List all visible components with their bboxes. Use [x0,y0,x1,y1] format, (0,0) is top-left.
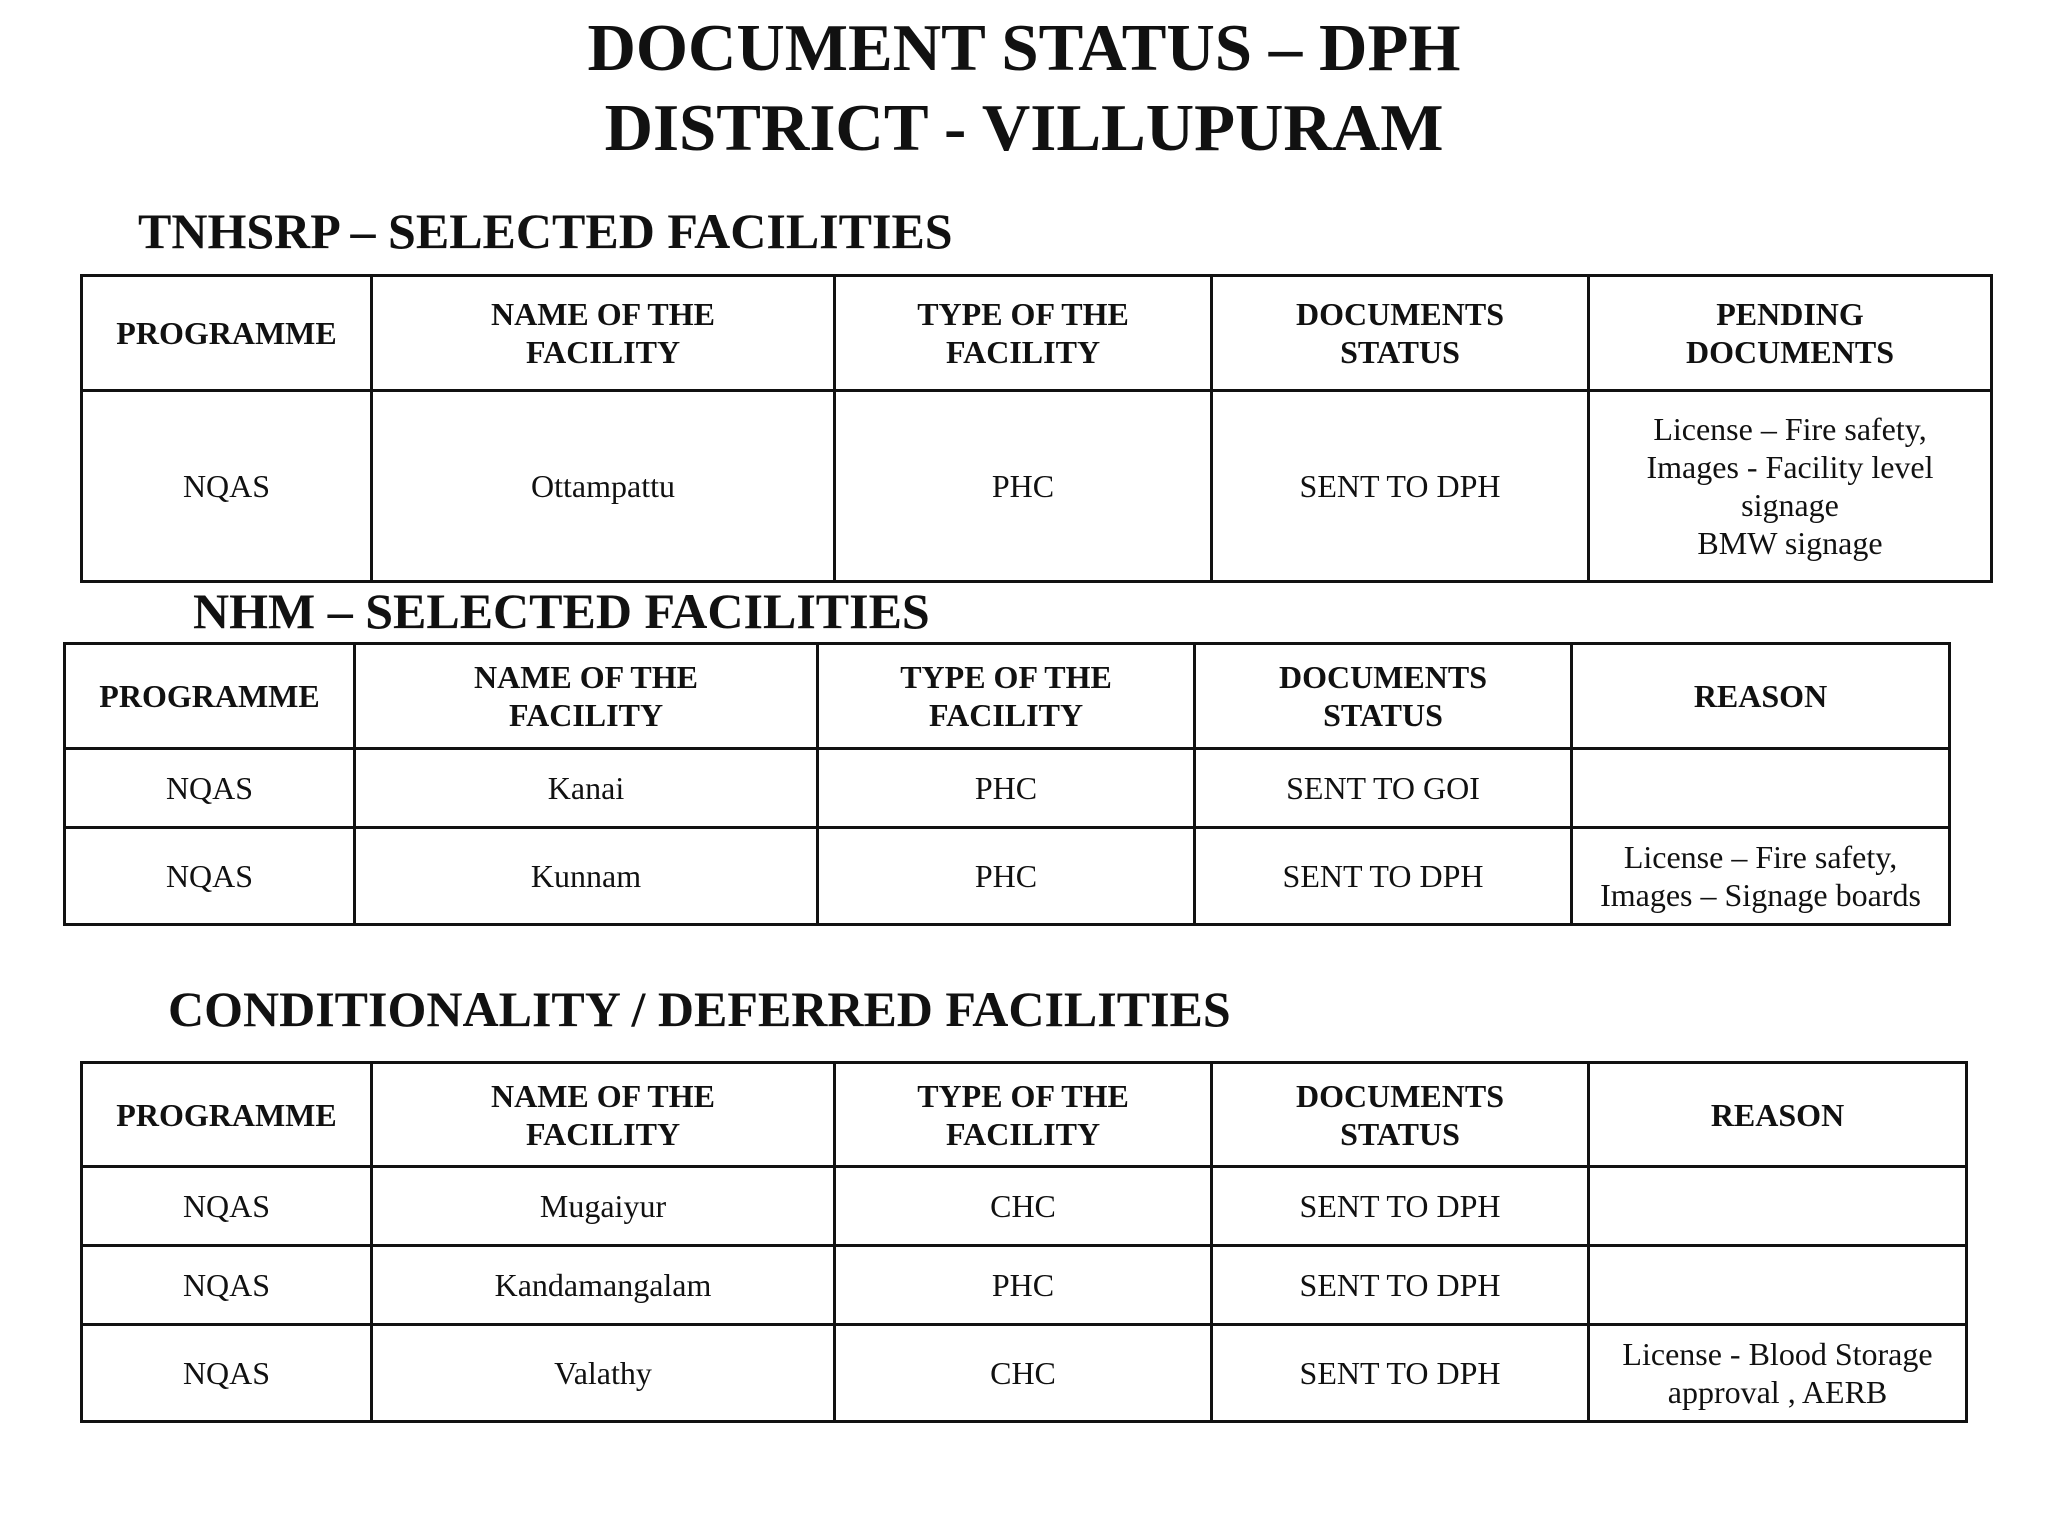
cell-programme: NQAS [82,1246,372,1325]
cell-facility-name: Kandamangalam [372,1246,835,1325]
table-row [82,1167,1967,1246]
cell-programme: NQAS [82,1325,372,1422]
header-cell: TYPE OF THE FACILITY [818,644,1195,749]
header-cell: PROGRAMME [65,644,355,749]
cell-reason: License - Blood Storage approval , AERB [1589,1325,1967,1422]
cell-facility-type: PHC [835,1246,1212,1325]
cell-reason [1572,749,1950,828]
conditionality-table [80,1061,1968,1423]
cell-programme: NQAS [82,391,372,582]
header-cell: NAME OF THE FACILITY [355,644,818,749]
nhm-table [63,642,1951,926]
table-row [65,828,1950,925]
cell-facility-name: Kanai [355,749,818,828]
page-title-line2: DISTRICT - VILLUPURAM [604,91,1444,165]
cell-facility-type: CHC [835,1167,1212,1246]
header-cell: DOCUMENTS STATUS [1195,644,1572,749]
header-cell: NAME OF THE FACILITY [372,276,835,391]
cell-facility-type: PHC [818,749,1195,828]
section-title-nhm: NHM – SELECTED FACILITIES [193,583,930,639]
cell-facility-name: Valathy [372,1325,835,1422]
cell-facility-name: Ottampattu [372,391,835,582]
cell-facility-type: CHC [835,1325,1212,1422]
cell-facility-type: PHC [835,391,1212,582]
tnhsrp-table [80,274,1993,583]
table-row [82,1325,1967,1422]
cell-programme: NQAS [65,828,355,925]
header-cell: DOCUMENTS STATUS [1212,276,1589,391]
table-row [65,749,1950,828]
header-cell: REASON [1589,1063,1967,1167]
cell-facility-name: Kunnam [355,828,818,925]
cell-documents-status: SENT TO DPH [1212,1325,1589,1422]
table-header-row [65,644,1950,749]
header-cell: PROGRAMME [82,276,372,391]
cell-documents-status: SENT TO DPH [1212,1167,1589,1246]
cell-documents-status: SENT TO DPH [1195,828,1572,925]
cell-reason: License – Fire safety, Images – Signage boards [1572,828,1950,925]
cell-documents-status: SENT TO GOI [1195,749,1572,828]
cell-reason [1589,1167,1967,1246]
header-cell: PROGRAMME [82,1063,372,1167]
header-cell: REASON [1572,644,1950,749]
header-cell: DOCUMENTS STATUS [1212,1063,1589,1167]
header-cell: TYPE OF THE FACILITY [835,276,1212,391]
cell-facility-name: Mugaiyur [372,1167,835,1246]
cell-reason [1589,1246,1967,1325]
header-cell: TYPE OF THE FACILITY [835,1063,1212,1167]
cell-facility-type: PHC [818,828,1195,925]
cell-documents-status: SENT TO DPH [1212,391,1589,582]
table-row [82,391,1992,582]
section-title-conditionality: CONDITIONALITY / DEFERRED FACILITIES [168,981,1231,1037]
header-cell: NAME OF THE FACILITY [372,1063,835,1167]
table-header-row [82,1063,1967,1167]
header-cell: PENDING DOCUMENTS [1589,276,1992,391]
section-title-tnhsrp: TNHSRP – SELECTED FACILITIES [138,203,953,259]
cell-programme: NQAS [65,749,355,828]
cell-pending-documents: License – Fire safety, Images - Facility level signage BMW signage [1589,391,1992,582]
cell-programme: NQAS [82,1167,372,1246]
table-row [82,1246,1967,1325]
table-header-row [82,276,1992,391]
page-title-line1: DOCUMENT STATUS – DPH [587,11,1461,85]
cell-documents-status: SENT TO DPH [1212,1246,1589,1325]
